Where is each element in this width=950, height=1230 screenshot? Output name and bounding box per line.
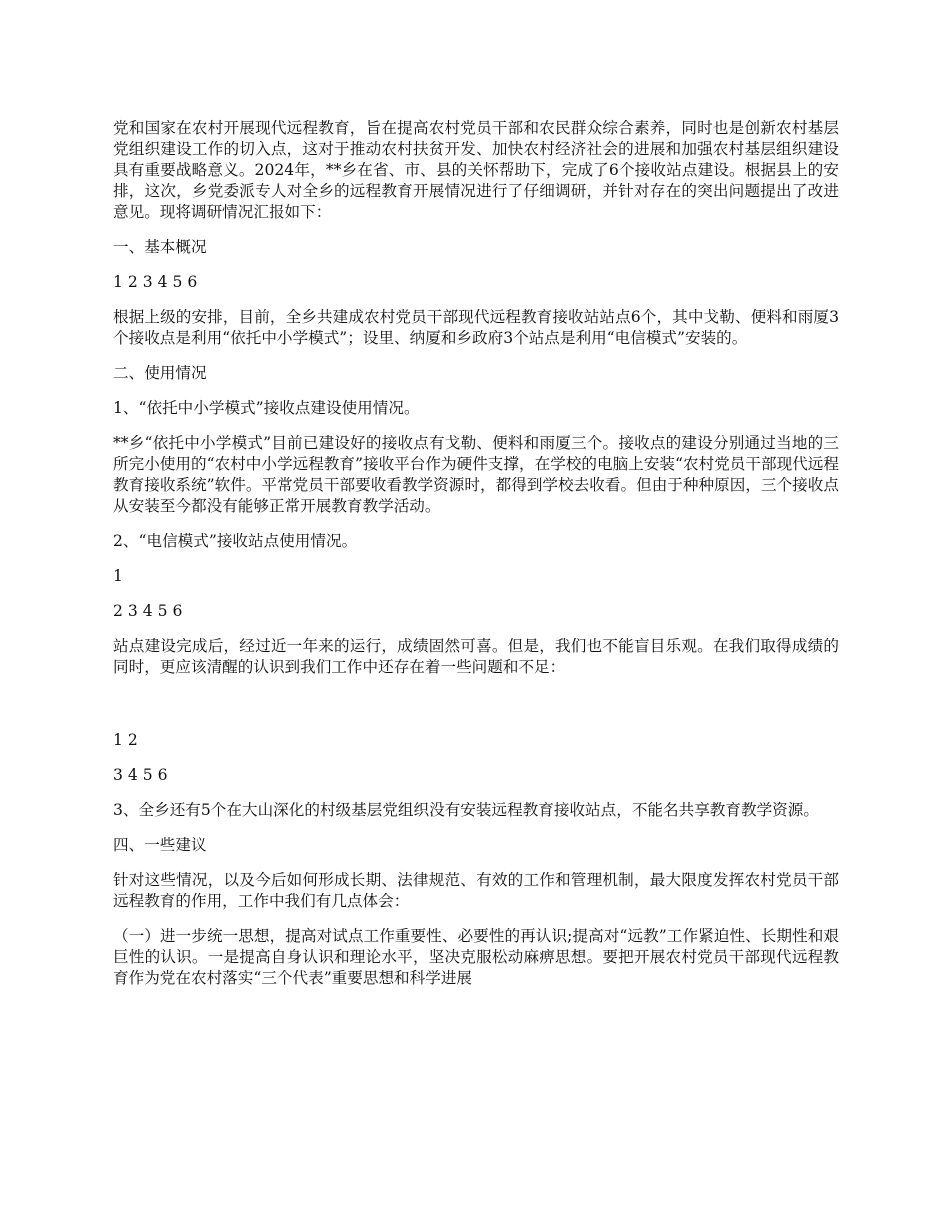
suggestions-intro-paragraph: 针对这些情况，以及今后如何形成长期、法律规范、有效的工作和管理机制，最大限度发挥农村党员干部远程教育的作用，工作中我们有几点体会：	[113, 871, 839, 910]
blank-space	[113, 692, 839, 730]
intro-paragraph: 党和国家在农村开展现代远程教育，旨在提高农村党员干部和农民群众综合素养，同时也是创新农村基层党组织建设工作的切入点，这对于推动农村扶贫开发、加快农村经济社会的进展和加强农村基层组织建设具有重要战略意义。2024年，**乡在省、市、县的关怀帮助下，完成了6个接收站点建设。根据县上的安排，这次，乡党委派专人对全乡的远程教育开展情况进行了仔细调研，并针对存在的突出问题提出了改进意见。现将调研情况汇报如下：	[113, 119, 839, 221]
number-row: 3 4 5 6	[113, 766, 168, 784]
number-row: 2 3 4 5 6	[113, 602, 183, 620]
number-row: 1	[113, 567, 123, 585]
issue-paragraph: 3、全乡还有5个在大山深化的村级基层党组织没有安装远程教育接收站点，不能名共享教育教学资源。	[113, 801, 819, 819]
number-row: 1 2 3 4 5 6	[113, 273, 198, 291]
subheading-school-mode: 1、“依托中小学模式”接收点建设使用情况。	[113, 399, 420, 417]
school-mode-paragraph: **乡“依托中小学模式”目前已建设好的接收点有戈勒、便料和雨厦三个。接收点的建设分别通过当地的三所完小使用的“农村中小学远程教育”接收平台作为硬件支撑，在学校的电脑上安装“农村党员干部现代远程教育接收系统”软件。平常党员干部要收看教学资源时，都得到学校去收看。但由于种种原因，三个接收点从安装至今都没有能够正常开展教育教学活动。	[113, 434, 839, 515]
results-paragraph: 站点建设完成后，经过近一年来的运行，成绩固然可喜。但是，我们也不能盲目乐观。在我们取得成绩的同时，更应该清醒的认识到我们工作中还存在着一些问题和不足：	[113, 637, 839, 676]
number-row: 1 2	[113, 731, 138, 749]
overview-paragraph: 根据上级的安排，目前，全乡共建成农村党员干部现代远程教育接收站站点6个，其中戈勒、便料和雨厦3个接收点是利用“依托中小学模式”；设里、纳厦和乡政府3个站点是利用“电信模式”安装的。	[113, 308, 839, 347]
subheading-telecom-mode: 2、“电信模式”接收站点使用情况。	[113, 532, 358, 550]
section-heading-suggestions: 四、一些建议	[113, 836, 207, 854]
section-heading-overview: 一、基本概况	[113, 238, 207, 256]
document-page	[113, 118, 839, 1003]
section-heading-usage: 二、使用情况	[113, 364, 207, 382]
suggestion-one-paragraph: （一）进一步统一思想，提高对试点工作重要性、必要性的再认识;提高对“远教”工作紧迫性、长期性和艰巨性的认识。一是提高自身认识和理论水平，坚决克服松动麻痹思想。要把开展农村党员干部现代远程教育作为党在农村落实“三个代表”重要思想和科学进展	[113, 927, 839, 987]
